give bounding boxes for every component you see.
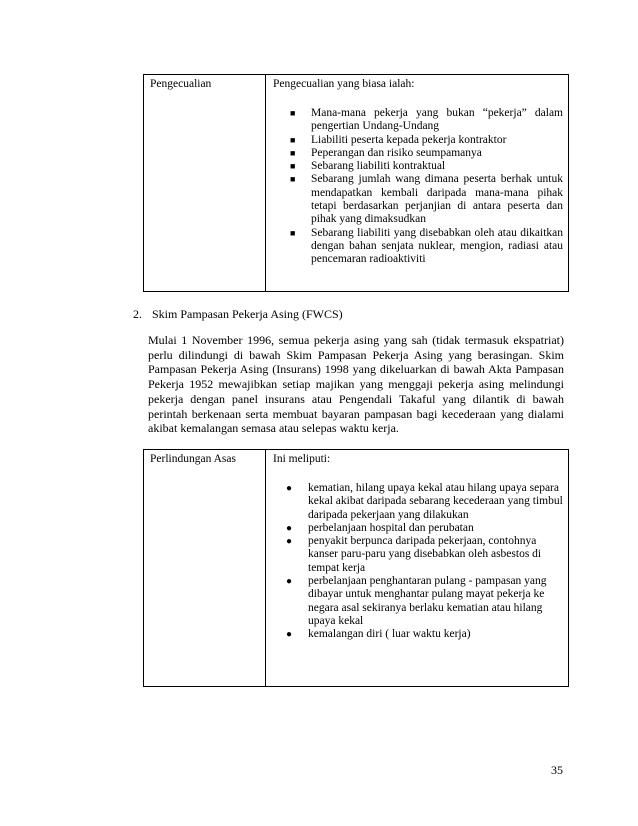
list-item	[287, 107, 563, 134]
list-item-text: Sebarang liabiliti yang disebabkan oleh atau dikaitkan dengan bahan senjata nuklear, mengion, radiasi atau pencemaran radioaktiviti	[311, 226, 563, 266]
list-item	[284, 575, 566, 628]
list-item-text: Sebarang liabiliti kontraktual	[311, 160, 446, 173]
basic-coverage-table	[143, 449, 569, 687]
round-bullet-icon: ●	[286, 536, 293, 548]
round-bullet-icon: ●	[286, 522, 293, 534]
list-item-text: perbelanjaan hospital dan perubatan	[308, 521, 474, 534]
list-item-text: perbelanjaan penghantaran pulang - pampasan yang dibayar untuk menghantar pulang mayat pekerja ke negara asal sekiranya berlaku kematian atau hilang upaya kekal	[308, 575, 547, 627]
list-item	[284, 482, 566, 522]
list-item-text: kematian, hilang upaya kekal atau hilang upaya separa kekal akibat daripada sebarang kecederaan yang timbul daripada pekerjaan yang dilakukan	[308, 482, 563, 521]
list-item	[287, 173, 563, 226]
square-bullet-icon: ■	[290, 108, 296, 118]
list-item	[287, 147, 563, 160]
table-column-divider	[265, 450, 266, 686]
exclusions-list	[287, 107, 563, 267]
list-item-text: Liabiliti peserta kepada pekerja kontraktor	[311, 133, 507, 146]
round-bullet-icon: ●	[286, 629, 293, 641]
list-item	[284, 535, 566, 575]
list-item-text: penyakit berpunca daripada pekerjaan, contohnya kanser paru-paru yang disebabkan oleh asbestos di tempat kerja	[308, 535, 542, 574]
list-item-text: Sebarang jumlah wang dimana peserta berhak untuk mendapatkan kembali daripada mana-mana pihak tetapi berdasarkan perjanjian di antara peserta dan pihak yang dimaksudkan	[311, 173, 563, 226]
list-item	[284, 628, 566, 641]
list-item-text: Mana-mana pekerja yang bukan “pekerja” dalam pengertian Undang-Undang	[311, 107, 563, 133]
square-bullet-icon: ■	[290, 227, 296, 238]
page-number: 35	[551, 763, 563, 777]
list-item	[284, 522, 566, 535]
exclusions-intro: Pengecualian yang biasa ialah:	[273, 78, 415, 90]
coverage-list	[284, 482, 566, 642]
square-bullet-icon: ■	[290, 161, 296, 172]
coverage-intro: Ini meliputi:	[273, 453, 331, 465]
exclusions-label: Pengecualian	[150, 78, 212, 90]
list-item-text: Peperangan dan risiko seumpamanya	[311, 146, 482, 159]
square-bullet-icon: ■	[290, 147, 296, 158]
square-bullet-icon: ■	[290, 134, 296, 145]
coverage-label: Perlindungan Asas	[150, 453, 236, 465]
list-item-text: kemalangan diri ( luar waktu kerja)	[308, 628, 471, 641]
exclusions-table	[143, 74, 569, 292]
round-bullet-icon: ●	[286, 576, 293, 588]
section-paragraph: Mulai 1 November 1996, semua pekerja asing yang sah (tidak termasuk ekspatriat) perlu dilindungi di bawah Skim Pampasan Pekerja Asing yang berasingan. Skim Pampasan Pekerja Asing (Insurans) 1998 yang dikeluarkan di bawah Akta Pampasan Pekerja 1952 mewajibkan setiap majikan yang menggaji pekerja asing melindungi pekerja dengan panel insurans atau Pengendali Takaful yang dilantik di bawah perintah berkenaan serta membuat bayaran pampasan bagi kecederaan yang dialami akibat kemalangan semasa atau selepas waktu kerja.	[148, 333, 564, 436]
table-column-divider	[265, 75, 266, 291]
round-bullet-icon: ●	[286, 483, 293, 494]
section-heading	[133, 307, 343, 322]
section-number: 2.	[133, 307, 142, 321]
section-title: Skim Pampasan Pekerja Asing (FWCS)	[152, 307, 343, 321]
list-item	[287, 134, 563, 147]
list-item	[287, 227, 563, 267]
square-bullet-icon: ■	[290, 174, 296, 185]
list-item	[287, 160, 563, 173]
